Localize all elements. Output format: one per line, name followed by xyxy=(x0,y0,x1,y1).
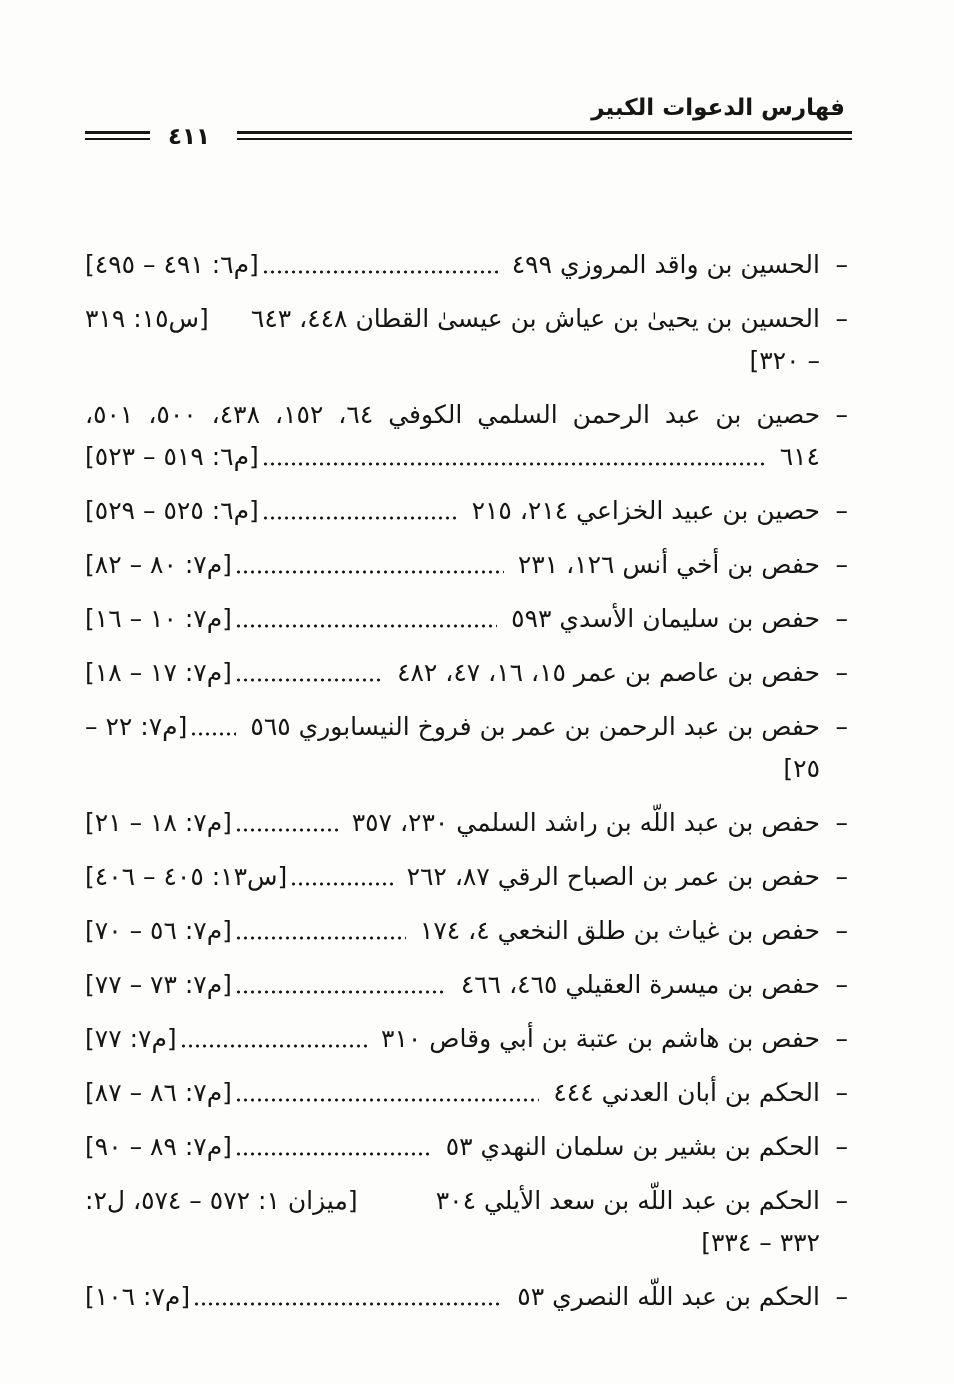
dotted-leader xyxy=(262,244,498,286)
entry-dash: – xyxy=(835,658,848,687)
running-header-title: فهارس الدعوات الكبير xyxy=(591,95,845,121)
entry-lines xyxy=(85,910,820,952)
index-entry xyxy=(85,298,848,382)
entry-text: حصين بن عبيد الخزاعي ٢١٤، ٢١٥ xyxy=(471,496,820,525)
entry-reference: [م٧: ١٨ – ٢١] xyxy=(85,808,232,837)
entry-line xyxy=(85,490,820,532)
entry-reference: [س١٥: ٣١٩ xyxy=(85,304,209,333)
entry-line xyxy=(85,394,820,436)
entry-lines xyxy=(85,1018,820,1060)
entry-text: حفص بن أخي أنس ١٢٦، ٢٣١ xyxy=(517,550,820,579)
entry-text: – ٣٢٠] xyxy=(749,346,820,375)
entry-lines xyxy=(85,856,820,898)
entry-lines xyxy=(85,706,820,790)
entry-dash: – xyxy=(835,604,848,633)
dotted-leader xyxy=(262,490,458,532)
entry-line xyxy=(85,340,820,382)
entry-text: ٣٣٢ – ٣٣٤] xyxy=(701,1228,820,1257)
dotted-leader xyxy=(235,964,447,1006)
entry-line xyxy=(85,748,820,790)
entry-line xyxy=(85,856,820,898)
dotted-leader xyxy=(193,1276,503,1318)
entry-text: حفص بن هاشم بن عتبة بن أبي وقاص ٣١٠ xyxy=(381,1024,820,1053)
entry-line xyxy=(85,910,820,952)
index-entry xyxy=(85,1180,848,1264)
entry-lines xyxy=(85,1126,820,1168)
entry-lines xyxy=(85,544,820,586)
index-entry xyxy=(85,1126,848,1168)
entry-dash: – xyxy=(835,250,848,279)
entry-line xyxy=(85,1222,820,1264)
dotted-leader xyxy=(290,856,392,898)
entry-dash: – xyxy=(835,1282,848,1311)
dotted-leader xyxy=(235,1072,539,1114)
entry-text: حصين بن عبد الرحمن السلمي الكوفي ٦٤، ١٥٢، ٤٣٨، ٥٠٠، ٥٠١، xyxy=(85,400,820,429)
entry-lines xyxy=(85,802,820,844)
entry-reference: [م٧: ١٠٦] xyxy=(85,1282,191,1311)
entry-reference: [م٧: ١٠ – ١٦] xyxy=(85,604,232,633)
entry-dash: – xyxy=(835,400,848,429)
entry-lines xyxy=(85,394,820,478)
entry-reference: [م٧: ٧٣ – ٧٧] xyxy=(85,970,232,999)
index-entry xyxy=(85,1072,848,1114)
entry-reference: [م٦: ٥٢٥ – ٥٢٩] xyxy=(85,496,259,525)
entry-line xyxy=(85,1072,820,1114)
entry-lines xyxy=(85,964,820,1006)
index-entry xyxy=(85,856,848,898)
entry-line xyxy=(85,1276,820,1318)
index-entries-list xyxy=(85,244,848,1330)
entry-line xyxy=(85,1018,820,1060)
entry-text: حفص بن عاصم بن عمر ١٥، ١٦، ٤٧، ٤٨٢ xyxy=(397,658,820,687)
entry-line xyxy=(85,244,820,286)
entry-reference: [ميزان ١: ٥٧٢ – ٥٧٤، ل٢: xyxy=(85,1186,358,1215)
entry-text: حفص بن عبد الرحمن بن عمر بن فروخ النيسابوري ٥٦٥ xyxy=(250,712,820,741)
dotted-leader xyxy=(190,706,236,748)
entry-text: حفص بن ميسرة العقيلي ٤٦٥، ٤٦٦ xyxy=(460,970,820,999)
entry-text: ٢٥] xyxy=(783,754,820,783)
entry-text: الحكم بن أبان العدني ٤٤٤ xyxy=(553,1078,820,1107)
dotted-leader xyxy=(235,544,504,586)
entry-dash: – xyxy=(835,1024,848,1053)
entry-text: الحكم بن بشير بن سلمان النهدي ٥٣ xyxy=(445,1132,820,1161)
entry-reference: [م٦: ٥١٩ – ٥٢٣] xyxy=(85,442,259,471)
index-entry xyxy=(85,652,848,694)
entry-reference: [م٧: ٧٧] xyxy=(85,1024,177,1053)
index-entry xyxy=(85,544,848,586)
entry-gap xyxy=(209,298,251,340)
index-entry xyxy=(85,802,848,844)
entry-dash: – xyxy=(835,862,848,891)
index-entry xyxy=(85,244,848,286)
entry-lines xyxy=(85,1180,820,1264)
dotted-leader xyxy=(235,910,406,952)
entry-reference: [م٧: ٨٦ – ٨٧] xyxy=(85,1078,232,1107)
dotted-leader xyxy=(235,802,338,844)
header-double-rule-left xyxy=(85,131,150,141)
index-entry xyxy=(85,706,848,790)
entry-line xyxy=(85,706,820,748)
entry-text: حفص بن عمر بن الصباح الرقي ٨٧، ٢٦٢ xyxy=(406,862,820,891)
entry-text: الحسين بن واقد المروزي ٤٩٩ xyxy=(511,250,820,279)
entry-dash: – xyxy=(835,970,848,999)
entry-text: ٦١٤ xyxy=(779,442,820,471)
entry-dash: – xyxy=(835,496,848,525)
entry-text: حفص بن غياث بن طلق النخعي ٤، ١٧٤ xyxy=(419,916,820,945)
dotted-leader xyxy=(235,652,383,694)
entry-text: الحكم بن عبد اللّه بن سعد الأيلي ٣٠٤ xyxy=(435,1186,820,1215)
entry-line xyxy=(85,436,820,478)
entry-reference: [م٧: ٨٩ – ٩٠] xyxy=(85,1132,232,1161)
entry-dash: – xyxy=(835,808,848,837)
entry-reference: [م٧: ٢٢ – xyxy=(85,712,188,741)
entry-dash: – xyxy=(835,550,848,579)
entry-lines xyxy=(85,652,820,694)
entry-line xyxy=(85,652,820,694)
entry-dash: – xyxy=(835,1078,848,1107)
index-entry xyxy=(85,964,848,1006)
entry-text: الحسين بن يحيىٰ بن عياش بن عيسىٰ القطان ٤٤٨، ٦٤٣ xyxy=(250,304,820,333)
entry-line xyxy=(85,802,820,844)
index-entry xyxy=(85,1276,848,1318)
entry-lines xyxy=(85,298,820,382)
entry-text: الحكم بن عبد اللّه النصري ٥٣ xyxy=(517,1282,820,1311)
entry-dash: – xyxy=(835,712,848,741)
dotted-leader xyxy=(180,1018,367,1060)
header-double-rule-right xyxy=(237,131,852,141)
entry-reference: [م٧: ٨٠ – ٨٢] xyxy=(85,550,232,579)
entry-reference: [م٦: ٤٩١ – ٤٩٥] xyxy=(85,250,259,279)
entry-line xyxy=(85,964,820,1006)
entry-reference: [م٧: ٥٦ – ٧٠] xyxy=(85,916,232,945)
entry-text: حفص بن عبد اللّه بن راشد السلمي ٢٣٠، ٣٥٧ xyxy=(351,808,820,837)
entry-lines xyxy=(85,598,820,640)
entry-lines xyxy=(85,1276,820,1318)
entry-lines xyxy=(85,490,820,532)
page-number: ٤١١ xyxy=(167,124,211,150)
entry-dash: – xyxy=(835,304,848,333)
index-entry xyxy=(85,1018,848,1060)
entry-dash: – xyxy=(835,1186,848,1215)
entry-dash: – xyxy=(835,916,848,945)
entry-line xyxy=(85,598,820,640)
entry-line xyxy=(85,1126,820,1168)
entry-reference: [س١٣: ٤٠٥ – ٤٠٦] xyxy=(85,862,288,891)
dotted-leader xyxy=(235,598,497,640)
entry-lines xyxy=(85,1072,820,1114)
index-entry xyxy=(85,598,848,640)
entry-line xyxy=(85,298,820,340)
entry-lines xyxy=(85,244,820,286)
entry-text: حفص بن سليمان الأسدي ٥٩٣ xyxy=(511,604,820,633)
entry-line xyxy=(85,1180,820,1222)
index-entry xyxy=(85,910,848,952)
dotted-leader xyxy=(262,436,766,478)
entry-gap xyxy=(358,1180,436,1222)
entry-line xyxy=(85,544,820,586)
index-entry xyxy=(85,394,848,478)
dotted-leader xyxy=(235,1126,432,1168)
entry-reference: [م٧: ١٧ – ١٨] xyxy=(85,658,232,687)
index-entry xyxy=(85,490,848,532)
entry-dash: – xyxy=(835,1132,848,1161)
